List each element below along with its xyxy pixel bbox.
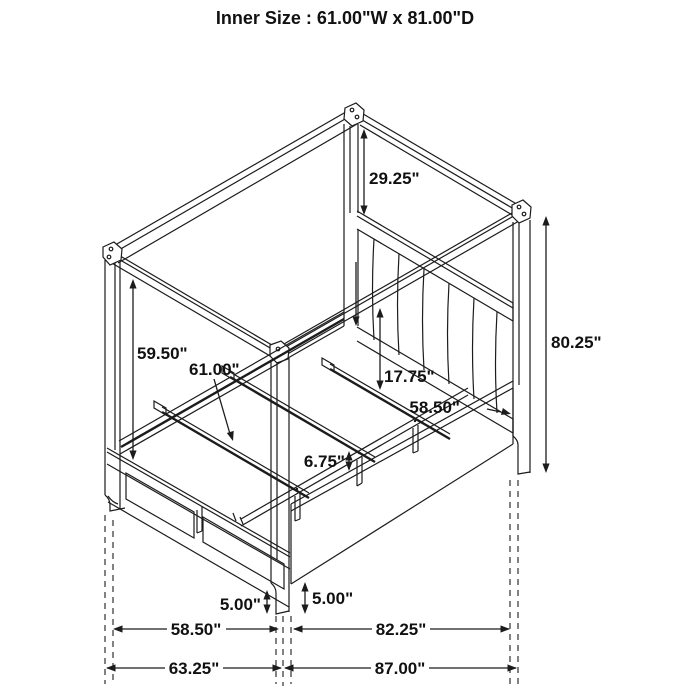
dim-label-5-00-left: 5.00" bbox=[219, 595, 261, 614]
dim-foot-span-outer bbox=[106, 659, 282, 678]
inner-size-title: Inner Size : 61.00"W x 81.00"D bbox=[215, 8, 475, 28]
dim-label-29-25: 29.25" bbox=[369, 169, 420, 188]
dim-label-58-50-bottom: 58.50" bbox=[170, 620, 222, 639]
dim-label-58-50-side: 58.50" bbox=[409, 398, 460, 417]
dim-label-6-75: 6.75" bbox=[303, 452, 345, 471]
dim-label-63-25: 63.25" bbox=[168, 659, 220, 678]
dim-label-5-00-right: 5.00" bbox=[312, 589, 354, 608]
canopy-frame bbox=[103, 103, 531, 363]
dim-side-span-inner bbox=[293, 620, 510, 639]
dim-clearance-left bbox=[220, 590, 271, 614]
dim-overall-height bbox=[542, 216, 601, 473]
dim-label-82-25: 82.25" bbox=[375, 620, 427, 639]
dim-foot-span-inner bbox=[113, 620, 279, 639]
dim-side-span-outer bbox=[284, 659, 517, 678]
dim-clearance-right bbox=[301, 582, 353, 614]
dim-label-87-00: 87.00" bbox=[374, 659, 426, 678]
dim-label-80-25: 80.25" bbox=[551, 333, 602, 352]
dim-label-59-50: 59.50" bbox=[137, 344, 188, 363]
dim-support-leg bbox=[304, 451, 353, 471]
dim-label-61-00: 61.00" bbox=[189, 360, 240, 379]
dim-left-height bbox=[129, 279, 187, 460]
dim-inner-width-foot bbox=[409, 398, 511, 417]
extension-lines bbox=[105, 480, 518, 686]
dim-label-17-75: 17.75" bbox=[384, 367, 435, 386]
